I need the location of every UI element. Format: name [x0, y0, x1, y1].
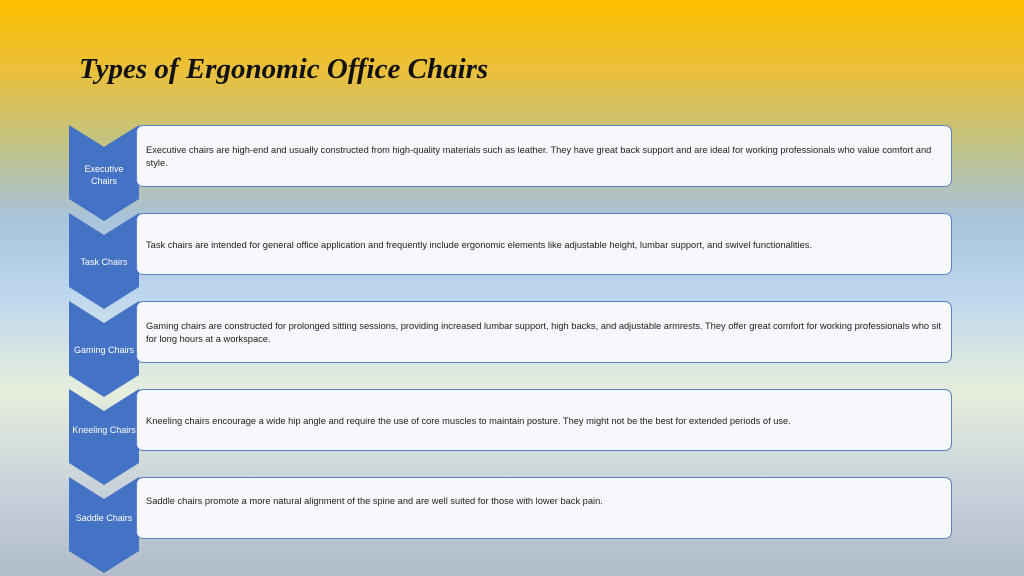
chevron-label-line: Kneeling Chairs: [72, 425, 136, 435]
chevron-label-line: Chairs: [90, 176, 117, 186]
chair-type-row: [0, 477, 1024, 573]
chevron-arrow-icon: [69, 389, 139, 485]
description-text: Executive chairs are high-end and usually constructed from high-quality materials such as leather. They have great back support and are ideal for working professionals who value comfort and style.: [146, 145, 932, 168]
chevron-arrow-icon: [69, 477, 139, 573]
chevron-label-line: Task Chairs: [80, 257, 128, 267]
chevron-label: [69, 163, 139, 187]
chevron-label-line: Saddle Chairs: [75, 513, 133, 523]
chevron-executive: [69, 125, 139, 221]
chair-type-row: [0, 125, 1024, 221]
description-box: [136, 125, 952, 187]
slide-title: Types of Ergonomic Office Chairs: [79, 53, 489, 85]
chair-type-row: [0, 301, 1024, 397]
chevron-kneeling: [69, 389, 139, 485]
description-box: [136, 301, 952, 363]
chair-type-row: [0, 389, 1024, 485]
description-text: Kneeling chairs encourage a wide hip angle and require the use of core muscles to maintain posture. They might not be the best for extended periods of use.: [146, 416, 791, 426]
chevron-label: [69, 344, 139, 356]
chevron-label: [69, 256, 139, 268]
description-box: [136, 389, 952, 451]
chevron-label: [69, 424, 139, 436]
description-text: Gaming chairs are constructed for prolonged sitting sessions, providing increased lumbar support, high backs, and adjustable armrests. They offer great comfort for working professionals who sit for long hours at a workspace.: [146, 321, 941, 344]
description-box: [136, 477, 952, 539]
description-box: [136, 213, 952, 275]
description-text: Task chairs are intended for general office application and frequently include ergonomic elements like adjustable height, lumbar support, and swivel functionalities.: [146, 240, 812, 250]
chevron-label: [69, 512, 139, 524]
chevron-label-line: Executive: [84, 164, 124, 174]
chair-type-row: [0, 213, 1024, 309]
description-text: Saddle chairs promote a more natural alignment of the spine and are well suited for those with lower back pain.: [146, 496, 603, 506]
chevron-gaming: [69, 301, 139, 397]
chevron-saddle: [69, 477, 139, 573]
chevron-label-line: Gaming Chairs: [73, 345, 135, 355]
chevron-task: [69, 213, 139, 309]
